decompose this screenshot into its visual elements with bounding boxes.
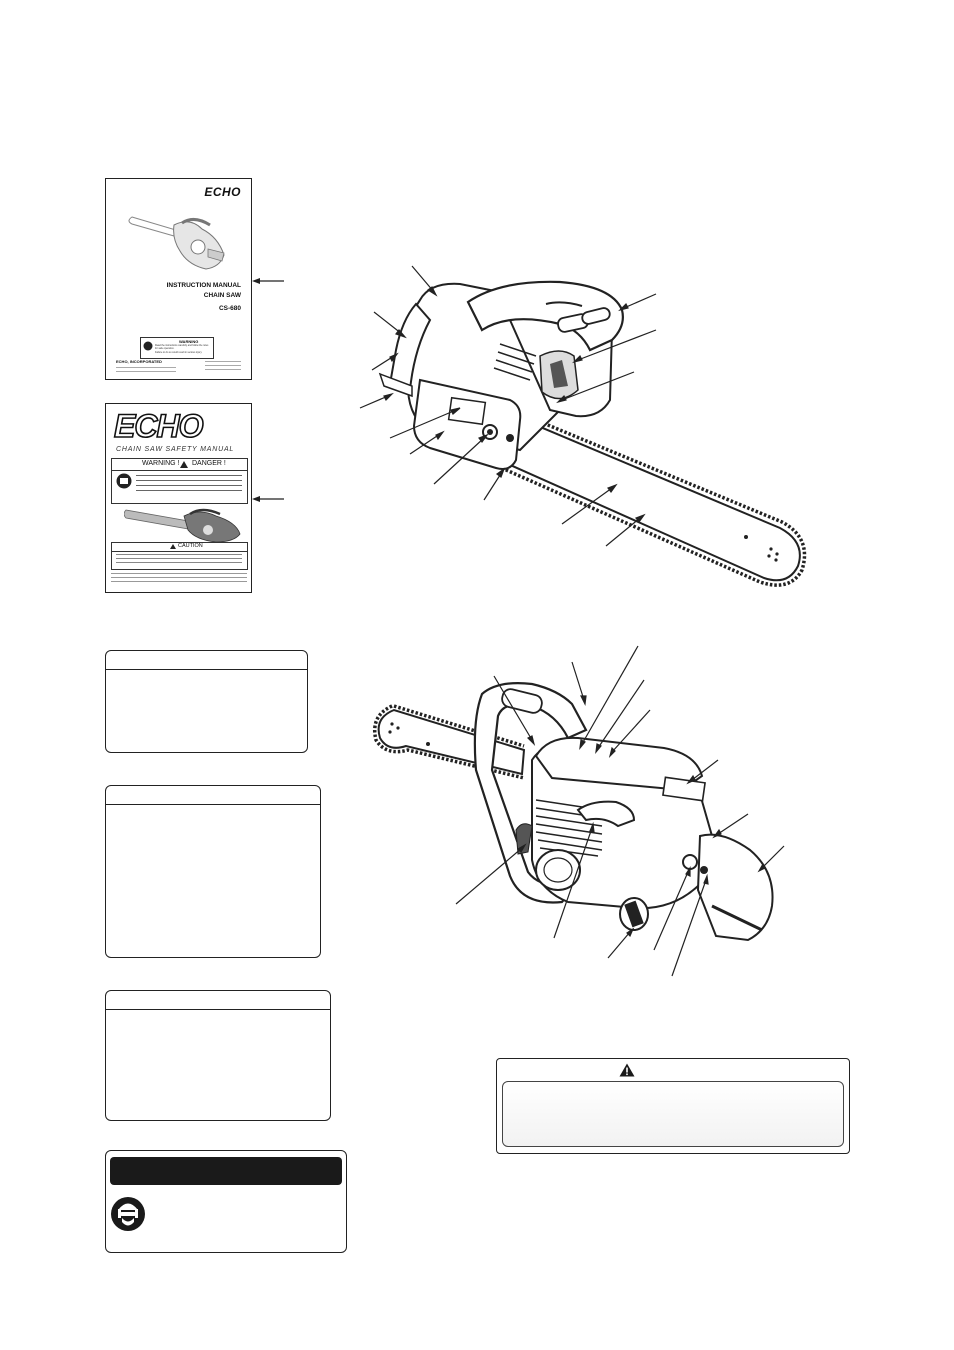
instruction-manual-footer-lines bbox=[116, 365, 176, 372]
info-panel-2-header bbox=[106, 786, 320, 805]
info-panel-1 bbox=[105, 650, 308, 753]
instruction-manual-warning-text-2: Failure to do so could result in serious injury. bbox=[155, 351, 203, 354]
manual-pointer-arrows bbox=[250, 270, 290, 510]
safety-manual-subtitle: CHAIN SAW SAFETY MANUAL bbox=[116, 446, 235, 453]
rear-handle-bottom bbox=[698, 835, 773, 940]
safety-manual-caution-box bbox=[111, 542, 248, 570]
instruction-manual-warning-icon bbox=[143, 341, 153, 351]
safety-gear-panel-header bbox=[110, 1157, 342, 1185]
safety-manual-warning-lines bbox=[136, 473, 242, 491]
guide-bar-bottom bbox=[379, 710, 524, 774]
instruction-manual-title-1: INSTRUCTION MANUAL bbox=[166, 282, 241, 289]
safety-manual-warning-label: WARNING ! bbox=[142, 460, 180, 467]
instruction-manual-warning-label: WARNING bbox=[179, 339, 199, 344]
warning-panel bbox=[496, 1058, 850, 1154]
instruction-manual-saw-illustration bbox=[124, 203, 234, 275]
warning-triangle-icon bbox=[619, 1063, 635, 1077]
head-protection-icon bbox=[110, 1193, 146, 1235]
chainsaw-right-side-illustration bbox=[350, 260, 820, 600]
instruction-manual-company: ECHO, INCORPORATED bbox=[116, 359, 162, 364]
safety-manual-caution-label: CAUTION bbox=[178, 543, 203, 549]
guide-bar bbox=[490, 410, 800, 580]
info-panel-1-header bbox=[106, 651, 307, 670]
instruction-manual-model: CS-680 bbox=[218, 305, 241, 312]
safety-manual-read-manual-icon bbox=[116, 473, 132, 489]
safety-manual-footnote-lines bbox=[111, 572, 247, 582]
safety-manual-caution-lines bbox=[116, 553, 242, 563]
safety-manual-saw-photo bbox=[124, 504, 244, 544]
instruction-manual-warning-text-1: Read the instructions carefully and follow the rules for safe operation. bbox=[155, 344, 209, 350]
instruction-manual-footer-lines-right bbox=[205, 359, 241, 370]
info-panel-3 bbox=[105, 990, 331, 1121]
safety-gear-panel bbox=[105, 1150, 347, 1253]
chainsaw-left-side-illustration bbox=[372, 640, 792, 980]
safety-manual-warning-triangle-icon bbox=[180, 461, 188, 468]
instruction-manual-cover bbox=[105, 178, 252, 380]
instruction-manual-brand: ECHO bbox=[204, 185, 241, 199]
safety-manual-cover bbox=[105, 403, 252, 593]
safety-manual-danger-label: DANGER ! bbox=[192, 460, 226, 467]
instruction-manual-title-2: CHAIN SAW bbox=[203, 292, 241, 299]
info-panel-2 bbox=[105, 785, 321, 958]
info-panel-3-header bbox=[106, 991, 330, 1010]
safety-manual-brand: ECHO bbox=[114, 408, 203, 444]
safety-manual-caution-triangle-icon bbox=[170, 544, 176, 549]
instruction-manual-warning-box bbox=[140, 337, 214, 359]
safety-manual-warning-box bbox=[111, 458, 248, 504]
warning-panel-body bbox=[502, 1081, 844, 1147]
